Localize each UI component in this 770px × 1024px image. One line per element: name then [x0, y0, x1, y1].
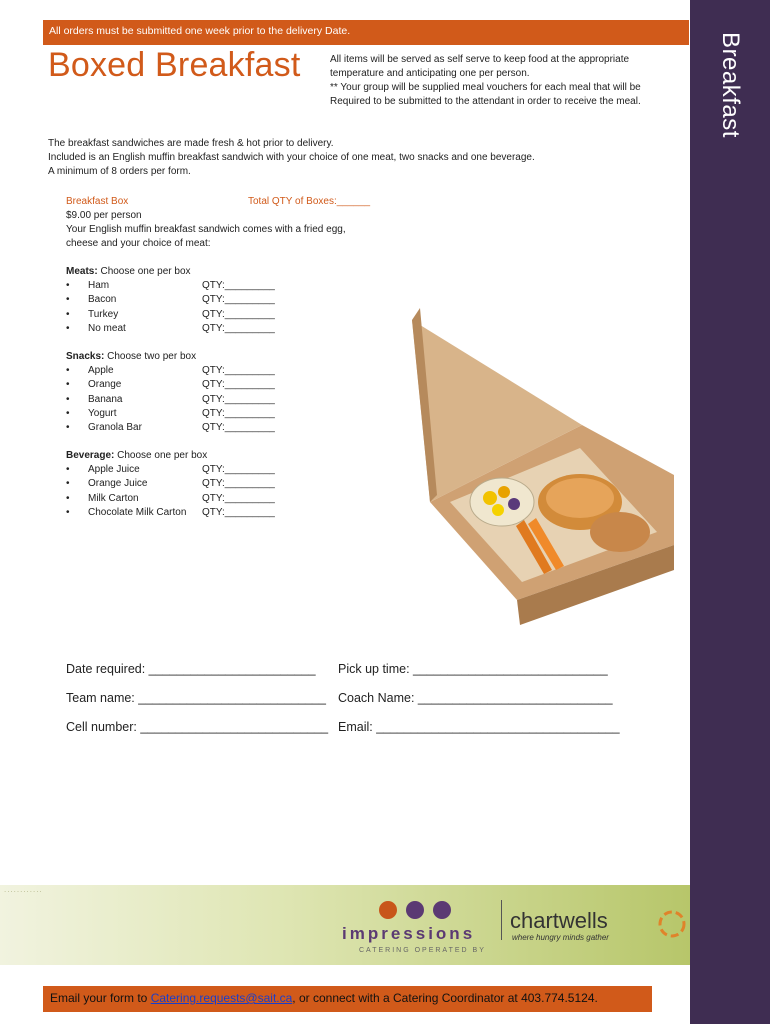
- fruit-piece: [498, 486, 510, 498]
- bullet: •: [66, 407, 70, 419]
- cell-number-field[interactable]: Cell number: ___________________________: [66, 720, 329, 734]
- bullet: •: [66, 294, 70, 306]
- bullet: •: [66, 478, 70, 490]
- description: [48, 137, 535, 179]
- qty-field[interactable]: QTY:_________: [202, 379, 275, 391]
- breakfast-box-section: [66, 195, 396, 251]
- meats-instruction: Choose one per box: [97, 266, 191, 277]
- intro-line-2: temperature and anticipating one per person.: [330, 68, 530, 79]
- qty-field[interactable]: QTY:_________: [202, 464, 275, 476]
- bullet: •: [66, 280, 70, 292]
- cookie: [590, 512, 650, 552]
- qty-field[interactable]: QTY:_________: [202, 322, 275, 334]
- catering-operated-by: CATERING OPERATED BY: [359, 947, 486, 954]
- option-name: Granola Bar: [88, 421, 142, 433]
- option-name: Apple Juice: [88, 464, 140, 476]
- bullet: •: [66, 379, 70, 391]
- qty-field[interactable]: QTY:_________: [202, 280, 275, 292]
- contact-bar: [43, 986, 652, 1012]
- bullet: •: [66, 492, 70, 504]
- fruit-piece: [483, 491, 497, 505]
- snacks-group: [66, 350, 326, 435]
- qty-field[interactable]: QTY:_________: [202, 492, 275, 504]
- snacks-heading: Snacks:: [66, 351, 105, 362]
- list-item: [66, 463, 326, 477]
- order-form: [66, 662, 626, 749]
- intro-line-4: Required to be submitted to the attendant in order to receive the meal.: [330, 96, 641, 107]
- coach-name-field[interactable]: Coach Name: ____________________________: [338, 691, 613, 705]
- list-item: [66, 407, 326, 421]
- qty-field[interactable]: QTY:_________: [202, 407, 275, 419]
- date-required-field[interactable]: Date required: ________________________: [66, 662, 316, 676]
- qty-field[interactable]: QTY:_________: [202, 308, 275, 320]
- description-line-3: A minimum of 8 orders per form.: [48, 166, 191, 177]
- contact-line: [50, 991, 598, 1005]
- box-detail-1: Your English muffin breakfast sandwich comes with a fried egg,: [66, 224, 346, 235]
- list-item: [66, 293, 326, 307]
- top-notice-text: All orders must be submitted one week prior to the delivery Date.: [49, 25, 351, 37]
- description-line-1: The breakfast sandwiches are made fresh & hot prior to delivery.: [48, 138, 334, 149]
- page-title: Boxed Breakfast: [48, 46, 301, 84]
- list-item: [66, 506, 326, 520]
- option-name: Orange Juice: [88, 478, 148, 490]
- box-detail-2: cheese and your choice of meat:: [66, 238, 211, 249]
- bullet: •: [66, 365, 70, 377]
- intro-line-1: All items will be served as self serve to keep food at the appropriate: [330, 54, 630, 65]
- bullet: •: [66, 506, 70, 518]
- breakfast-box-label: Breakfast Box: [66, 196, 129, 207]
- chartwells-logo: [508, 904, 688, 944]
- list-item: [66, 421, 326, 435]
- option-name: No meat: [88, 322, 126, 334]
- option-name: Turkey: [88, 308, 119, 320]
- fruit-cup: [470, 478, 534, 526]
- bullet: •: [66, 322, 70, 334]
- qty-field[interactable]: QTY:_________: [202, 506, 275, 518]
- meats-heading: Meats:: [66, 266, 98, 277]
- bullet: •: [66, 393, 70, 405]
- option-name: Chocolate Milk Carton: [88, 506, 187, 518]
- list-item: [66, 393, 326, 407]
- intro-line-3: ** Your group will be supplied meal vouchers for each meal that will be: [330, 82, 641, 93]
- impressions-mark: [379, 901, 397, 919]
- qty-field[interactable]: QTY:_________: [202, 421, 275, 433]
- total-qty-field[interactable]: Total QTY of Boxes:______: [248, 196, 371, 207]
- fruit-piece: [492, 504, 504, 516]
- list-item: [66, 322, 326, 336]
- chartwells-wordmark: chartwells: [510, 908, 608, 933]
- fruit-piece: [508, 498, 520, 510]
- side-label: Breakfast: [717, 32, 744, 138]
- bullet: •: [66, 308, 70, 320]
- option-name: Banana: [88, 393, 123, 405]
- description-line-2: Included is an English muffin breakfast sandwich with your choice of one meat, two snacks and one beverage.: [48, 152, 535, 163]
- bullet: •: [66, 464, 70, 476]
- muffin-top: [546, 478, 614, 518]
- qty-field[interactable]: QTY:_________: [202, 365, 275, 377]
- snacks-instruction: Choose two per box: [104, 351, 197, 362]
- option-name: Milk Carton: [88, 492, 139, 504]
- top-notice-bar: [43, 20, 689, 45]
- price: $9.00 per person: [66, 210, 142, 221]
- team-name-field[interactable]: Team name: ___________________________: [66, 691, 326, 705]
- impressions-wordmark: impressions: [342, 924, 476, 943]
- option-name: Orange: [88, 379, 122, 391]
- option-name: Ham: [88, 280, 110, 292]
- impressions-mark: [433, 901, 451, 919]
- meats-group: [66, 265, 326, 336]
- intro-notes: [330, 53, 680, 109]
- breakfast-box-photo: [412, 270, 674, 630]
- pick-up-time-field[interactable]: Pick up time: ____________________________: [338, 662, 608, 676]
- email-field[interactable]: Email: ___________________________________: [338, 720, 620, 734]
- bullet: •: [66, 421, 70, 433]
- list-item: [66, 279, 326, 293]
- contact-prefix: Email your form to: [50, 991, 151, 1005]
- side-bar: [690, 0, 770, 1024]
- list-item: [66, 477, 326, 491]
- beverage-instruction: Choose one per box: [114, 450, 208, 461]
- beverage-group: [66, 449, 326, 520]
- list-item: [66, 364, 326, 378]
- option-name: Bacon: [88, 294, 117, 306]
- list-item: [66, 378, 326, 392]
- list-item: [66, 308, 326, 322]
- impressions-mark: [406, 901, 424, 919]
- qty-field[interactable]: QTY:_________: [202, 478, 275, 490]
- option-name: Yogurt: [88, 407, 117, 419]
- list-item: [66, 492, 326, 506]
- catering-email-link[interactable]: Catering.requests@sait.ca: [150, 991, 293, 1005]
- qty-field[interactable]: QTY:_________: [202, 393, 275, 405]
- footer-dots: ............: [4, 885, 43, 894]
- beverage-heading: Beverage:: [66, 450, 115, 461]
- qty-field[interactable]: QTY:_________: [202, 294, 275, 306]
- option-name: Apple: [88, 365, 114, 377]
- logo-divider: [501, 900, 502, 940]
- contact-suffix: , or connect with a Catering Coordinator at 403.774.5124.: [292, 991, 598, 1005]
- chartwells-tagline: where hungry minds gather: [512, 933, 609, 942]
- chartwells-mark: [660, 912, 684, 936]
